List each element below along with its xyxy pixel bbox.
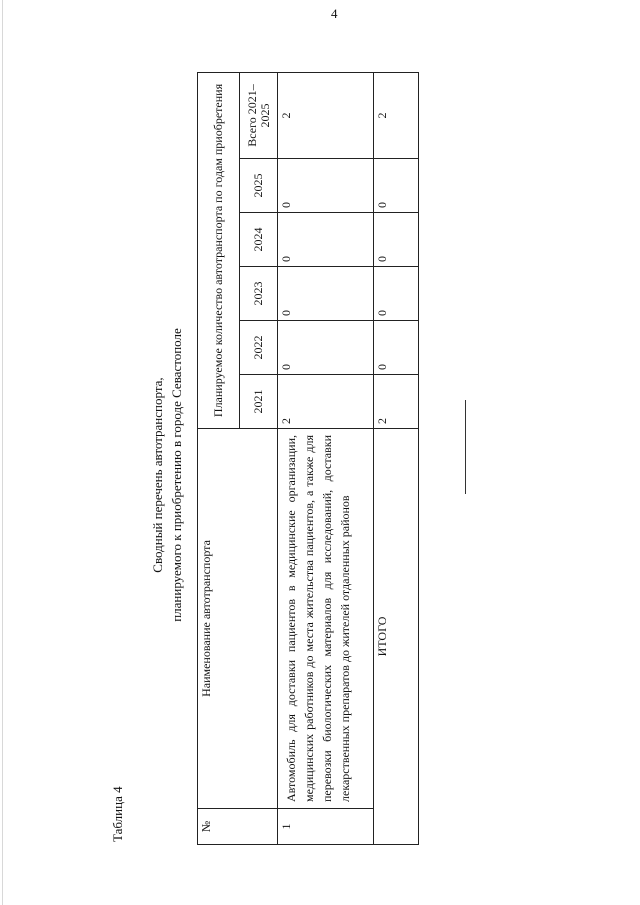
end-of-document-line	[465, 400, 466, 494]
title-line-1: Сводный перечень автотранспорта,	[150, 377, 165, 573]
row-value: 2	[278, 375, 373, 429]
page-number: 4	[331, 6, 338, 21]
total-value: 0	[373, 267, 418, 321]
row-name: Автомобиль для доставки пациентов в медицинские организации, медицинских работников до места жительства пациентов, а также для перевозки биологических материалов для исследований, доставки лекарственных препаратов до жителей отдаленных районов	[278, 429, 373, 809]
header-year: 2023	[240, 267, 278, 321]
total-label: ИТОГО	[373, 429, 418, 845]
header-row	[198, 73, 240, 845]
vehicle-table	[197, 72, 419, 845]
row-value: 0	[278, 321, 373, 375]
scan-edge	[2, 0, 3, 905]
document-title	[148, 285, 186, 665]
total-value: 2	[373, 375, 418, 429]
header-no: №	[198, 809, 278, 845]
row-no: 1	[278, 809, 373, 845]
row-value: 0	[278, 267, 373, 321]
total-row	[373, 73, 418, 845]
vehicle-table-frame	[197, 73, 419, 845]
header-total: Всего 2021–2025	[240, 73, 278, 159]
table-row	[278, 73, 373, 845]
total-sum: 2	[373, 73, 418, 159]
header-year: 2021	[240, 375, 278, 429]
header-name: Наименование автотранспорта	[198, 429, 278, 809]
header-year: 2025	[240, 159, 278, 213]
header-year: 2024	[240, 213, 278, 267]
row-total: 2	[278, 73, 373, 159]
row-value: 0	[278, 159, 373, 213]
title-line-2: планируемого к приобретению в городе Севастополе	[169, 328, 184, 622]
total-value: 0	[373, 159, 418, 213]
header-planned: Планируемое количество автотранспорта по годам приобретения	[198, 73, 240, 429]
total-value: 0	[373, 321, 418, 375]
header-year: 2022	[240, 321, 278, 375]
total-value: 0	[373, 213, 418, 267]
row-value: 0	[278, 213, 373, 267]
table-label: Таблица 4	[110, 786, 125, 842]
